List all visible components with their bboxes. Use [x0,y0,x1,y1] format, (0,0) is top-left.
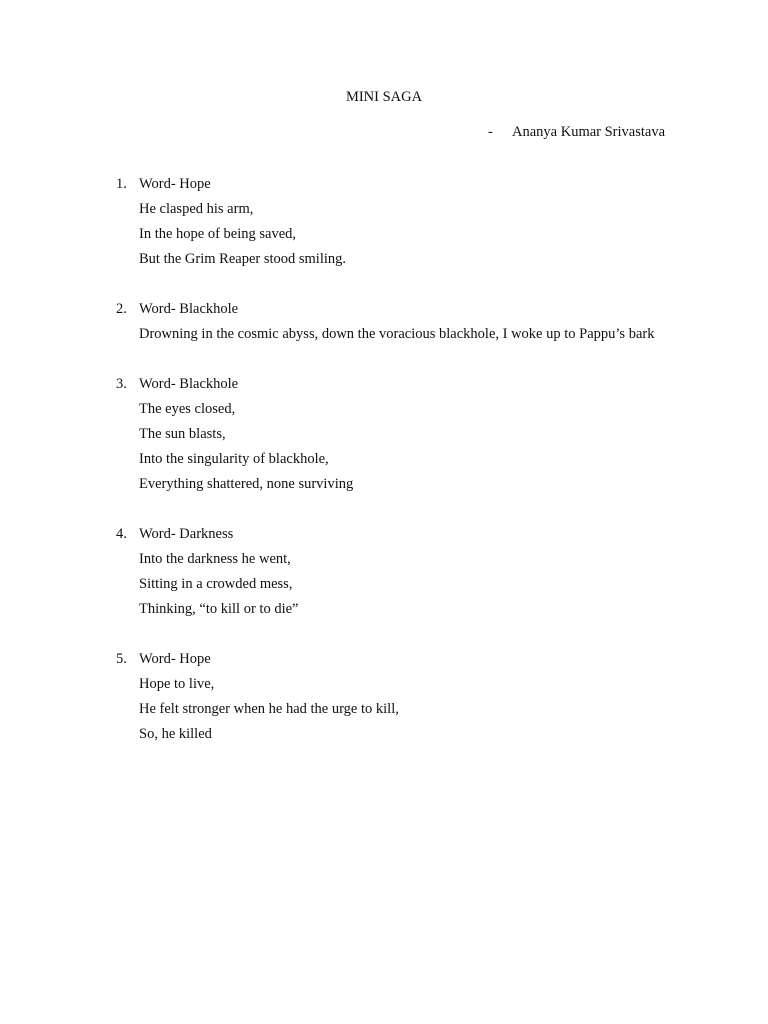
saga-line: He felt stronger when he had the urge to kill, [139,701,399,717]
saga-line: Everything shattered, none surviving [139,476,354,492]
saga-line: Sitting in a crowded mess, [139,576,293,592]
saga-line: The eyes closed, [139,401,236,417]
saga-number: 2. [116,301,127,317]
saga-item-3 [0,372,768,497]
saga-item-1 [0,172,768,272]
document-title: MINI SAGA [345,89,423,105]
saga-line: Into the singularity of blackhole, [139,451,329,467]
saga-number: 5. [116,651,127,667]
saga-line: Thinking, “to kill or to die” [139,601,299,617]
author-dash: - [488,124,493,140]
saga-line: He clasped his arm, [139,201,254,217]
saga-item-2 [0,297,768,347]
saga-number: 4. [116,526,127,542]
saga-word: Word- Darkness [139,526,234,542]
saga-word: Word- Blackhole [139,301,239,317]
saga-line: In the hope of being saved, [139,226,297,242]
saga-line: The sun blasts, [139,426,226,442]
saga-word: Word- Hope [139,651,211,667]
saga-item-4 [0,522,768,622]
saga-line: Hope to live, [139,676,215,692]
saga-line: Drowning in the cosmic abyss, down the voracious blackhole, I woke up to Pappu’s bark [139,326,655,342]
saga-list [0,172,768,772]
saga-number: 3. [116,376,127,392]
saga-word: Word- Hope [139,176,211,192]
saga-line: But the Grim Reaper stood smiling. [139,251,347,267]
saga-line: Into the darkness he went, [139,551,291,567]
saga-word: Word- Blackhole [139,376,239,392]
saga-line: So, he killed [139,726,212,742]
saga-number: 1. [116,176,127,192]
saga-item-5 [0,647,768,747]
author-name: Ananya Kumar Srivastava [512,124,666,140]
